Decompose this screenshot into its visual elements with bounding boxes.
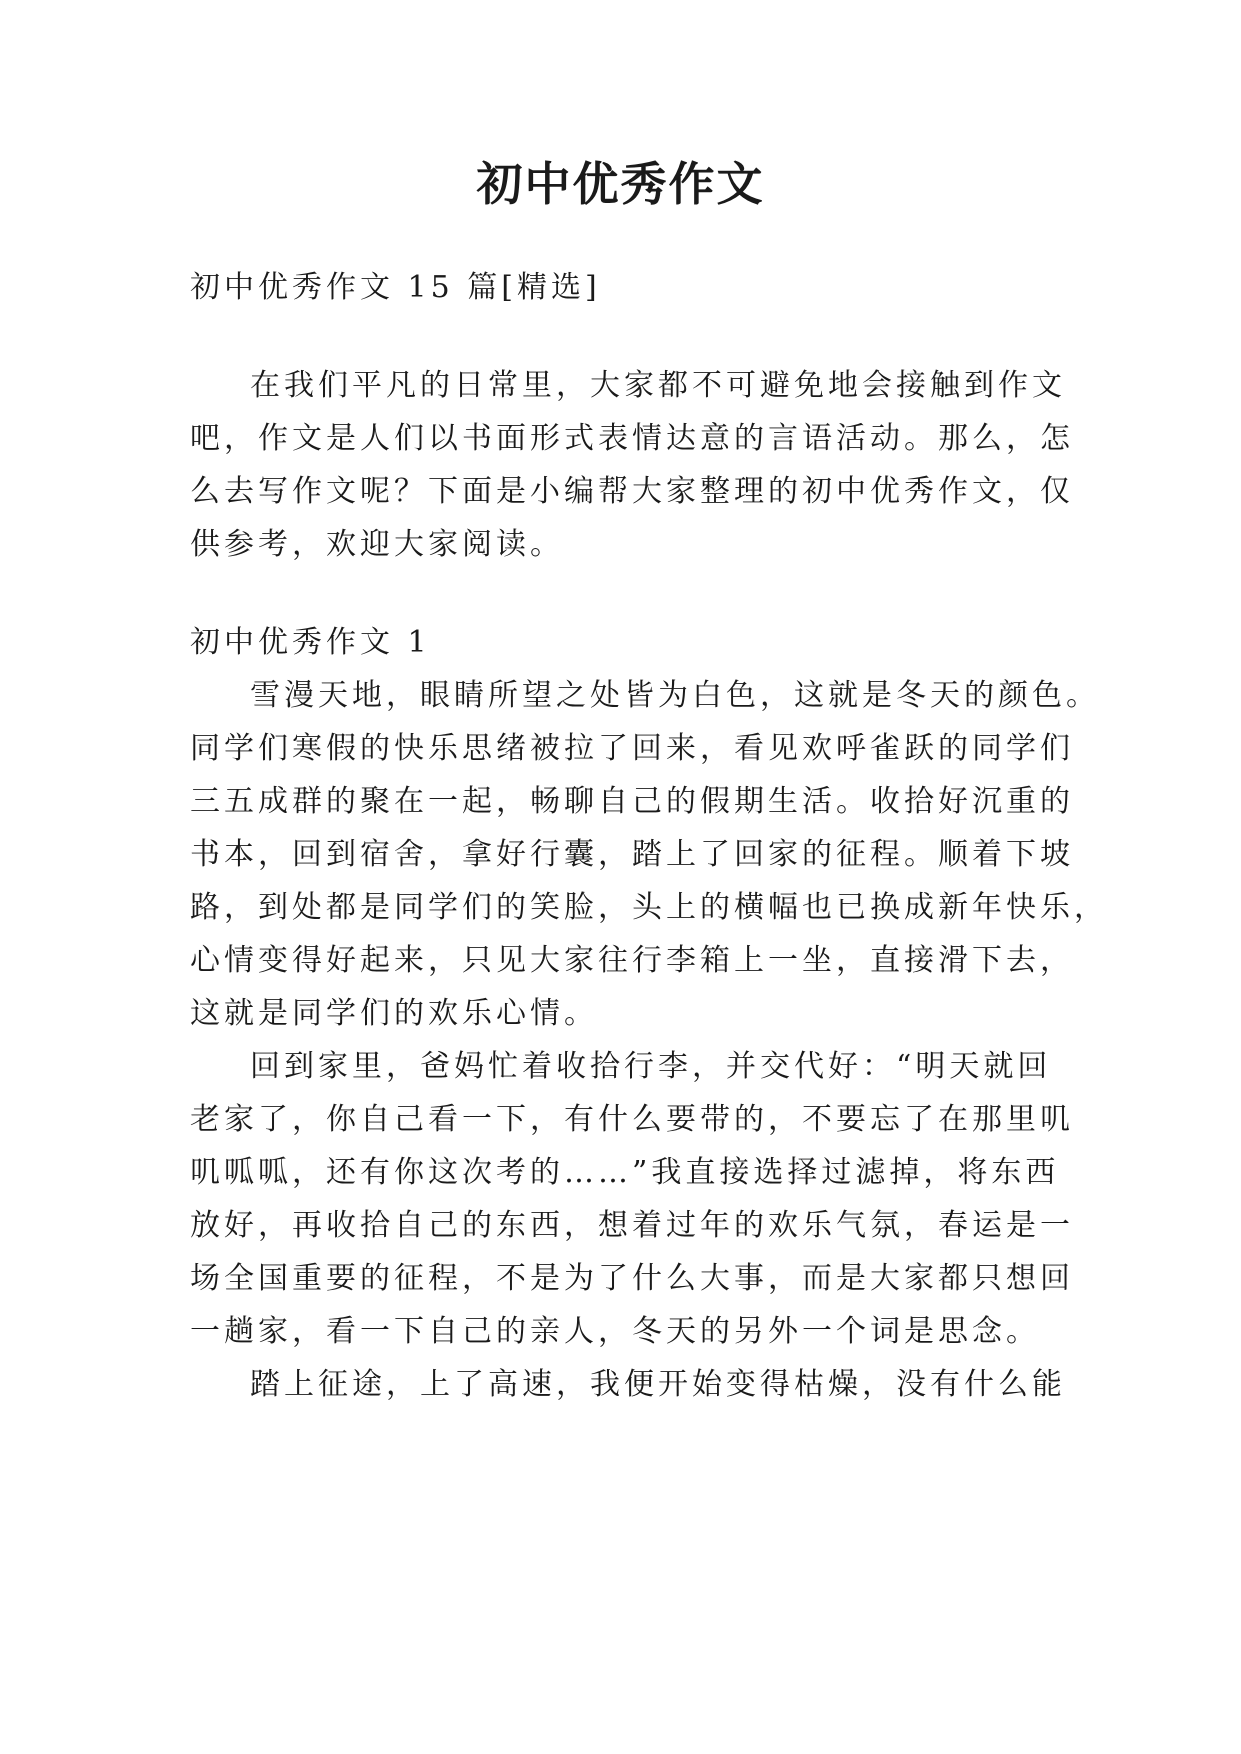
- paragraph-line: 一趟家，看一下自己的亲人，冬天的另外一个词是思念。: [190, 1314, 1040, 1349]
- paragraph-line: 书本，回到宿舍，拿好行囊，踏上了回家的征程。顺着下坡: [190, 837, 1074, 872]
- paragraph-line: 雪漫天地，眼睛所望之处皆为白色，这就是冬天的颜色。: [250, 678, 1100, 713]
- paragraph-line: 踏上征途，上了高速，我便开始变得枯燥，没有什么能: [250, 1367, 1066, 1402]
- intro-line: 供参考，欢迎大家阅读。: [190, 527, 564, 562]
- paragraph-line: 心情变得好起来，只见大家往行李箱上一坐，直接滑下去，: [190, 943, 1074, 978]
- essay-heading: 初中优秀作文 1: [190, 625, 431, 660]
- document-subtitle: 初中优秀作文 15 篇[精选]: [190, 270, 601, 305]
- paragraph-line: 老家了，你自己看一下，有什么要带的，不要忘了在那里叽: [190, 1102, 1074, 1137]
- intro-line: 在我们平凡的日常里，大家都不可避免地会接触到作文: [250, 368, 1066, 403]
- paragraph-line: 同学们寒假的快乐思绪被拉了回来，看见欢呼雀跃的同学们: [190, 731, 1074, 766]
- paragraph-line: 路，到处都是同学们的笑脸，头上的横幅也已换成新年快乐，: [190, 890, 1108, 925]
- paragraph-line: 放好，再收拾自己的东西，想着过年的欢乐气氛，春运是一: [190, 1208, 1074, 1243]
- paragraph-line: 回到家里，爸妈忙着收拾行李，并交代好：“明天就回: [250, 1049, 1052, 1084]
- document-title: 初中优秀作文: [476, 157, 765, 211]
- intro-line: 吧，作文是人们以书面形式表情达意的言语活动。那么，怎: [190, 421, 1074, 456]
- paragraph-line: 叽呱呱，还有你这次考的……”我直接选择过滤掉，将东西: [190, 1155, 1060, 1190]
- paragraph-line: 这就是同学们的欢乐心情。: [190, 996, 598, 1031]
- paragraph-line: 场全国重要的征程，不是为了什么大事，而是大家都只想回: [190, 1261, 1074, 1296]
- paragraph-line: 三五成群的聚在一起，畅聊自己的假期生活。收拾好沉重的: [190, 784, 1074, 819]
- intro-line: 么去写作文呢？下面是小编帮大家整理的初中优秀作文，仅: [190, 474, 1074, 509]
